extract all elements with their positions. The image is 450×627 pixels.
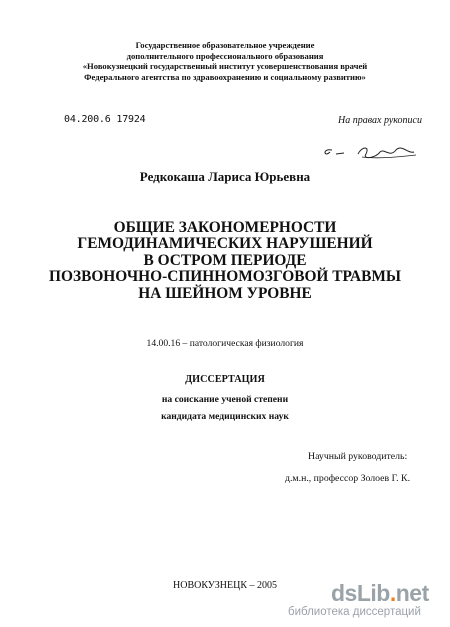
- institution-line-3: «Новокузнецкий государственный институт усовершенствования врачей: [82, 61, 368, 72]
- logo-tld-text: net: [395, 580, 429, 606]
- supervisor-name: д.м.н., профессор Золоев Г. К.: [285, 473, 411, 484]
- dissertation-title: [0, 220, 450, 302]
- institution-line-2: дополнительного профессионального образования: [126, 50, 324, 61]
- title-line-4: ПОЗВОНОЧНО-СПИННОМОЗГОВОЙ ТРАВМЫ: [49, 268, 401, 286]
- title-line-3: В ОСТРОМ ПЕРИОДЕ: [143, 251, 307, 269]
- document-type: ДИССЕРТАЦИЯ: [185, 374, 265, 385]
- degree-line-2: кандидата медицинских наук: [161, 411, 289, 422]
- supervisor-label: Научный руководитель:: [308, 451, 408, 462]
- degree-line-1: на соискание ученой степени: [161, 394, 289, 405]
- dslib-logo: [331, 580, 429, 607]
- manuscript-note: На правах рукописи: [338, 115, 422, 126]
- title-line-1: ОБЩИЕ ЗАКОНОМЕРНОСТИ: [113, 219, 337, 236]
- author-name: Редкокаша Лариса Юрьевна: [139, 169, 311, 184]
- registry-code: 04.200.6 17924: [64, 114, 146, 125]
- logo-main-text: dsLib: [331, 580, 390, 606]
- degree-statement: [0, 391, 450, 425]
- handwritten-signature: [318, 140, 418, 168]
- logo-dot: .: [389, 580, 396, 606]
- title-line-2: ГЕМОДИНАМИЧЕСКИХ НАРУШЕНИЙ: [77, 235, 373, 253]
- watermark-subtitle: библиотека диссертаций: [288, 606, 421, 618]
- institution-header: [0, 40, 450, 82]
- institution-line-1: Государственное образовательное учреждение: [135, 40, 315, 50]
- specialty-code: 14.00.16 – патологическая физиология: [146, 338, 304, 349]
- institution-line-4: Федерального агентства по здравоохранению и социальному развитию»: [84, 71, 366, 82]
- title-line-5: НА ШЕЙНОМ УРОВНЕ: [138, 284, 312, 302]
- city-year: НОВОКУЗНЕЦК – 2005: [173, 580, 277, 591]
